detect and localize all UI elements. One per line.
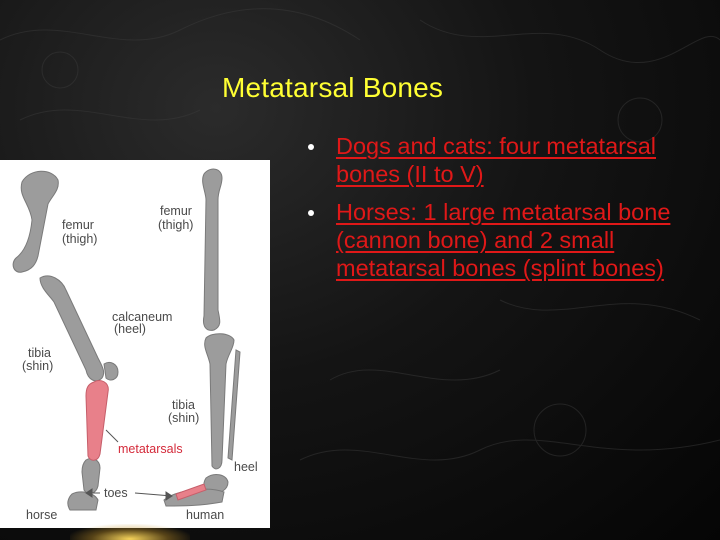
bullet-text: Dogs and cats: four metatarsal bones (II to V) [336, 133, 657, 187]
horse-calcaneum-bone [104, 362, 118, 380]
human-femur-bone [203, 169, 222, 330]
label-shin-horse: (shin) [22, 359, 54, 373]
label-shin-human: (shin) [168, 411, 200, 425]
bullet-list [308, 132, 712, 292]
slide-title: Metatarsal Bones [222, 72, 444, 103]
horse-femur-bone [13, 171, 58, 272]
label-horse: horse [26, 508, 58, 522]
label-human: human [186, 508, 225, 522]
limb-comparison-diagram [0, 160, 270, 528]
label-tibia-human: tibia [172, 398, 195, 412]
human-fibula-bone [228, 350, 240, 460]
label-femur-human: femur [160, 204, 192, 218]
bullet-item [308, 198, 712, 282]
bullet-text: Horses: 1 large metatarsal bone (cannon bone) and 2 small metatarsal bones (splint bones) [336, 199, 671, 281]
label-thigh-horse: (thigh) [62, 232, 98, 246]
label-heel-paren: (heel) [114, 322, 146, 336]
label-thigh-human: (thigh) [158, 218, 194, 232]
bullet-item [308, 132, 712, 188]
decorative-glow [70, 524, 190, 540]
horse-metatarsal-bone [86, 380, 108, 460]
bullet-dot-icon [308, 144, 314, 150]
metatarsals-pointer-line [106, 430, 118, 442]
horse-toe-bone [82, 458, 100, 493]
bullet-dot-icon [308, 210, 314, 216]
bone-illustration [0, 160, 270, 528]
label-tibia-horse: tibia [28, 346, 51, 360]
label-heel: heel [234, 460, 258, 474]
horse-hoof-bone [68, 492, 98, 510]
label-metatarsals: metatarsals [118, 442, 183, 456]
label-calcaneum: calcaneum [112, 310, 173, 324]
label-toes: toes [104, 486, 128, 500]
label-femur-horse: femur [62, 218, 94, 232]
